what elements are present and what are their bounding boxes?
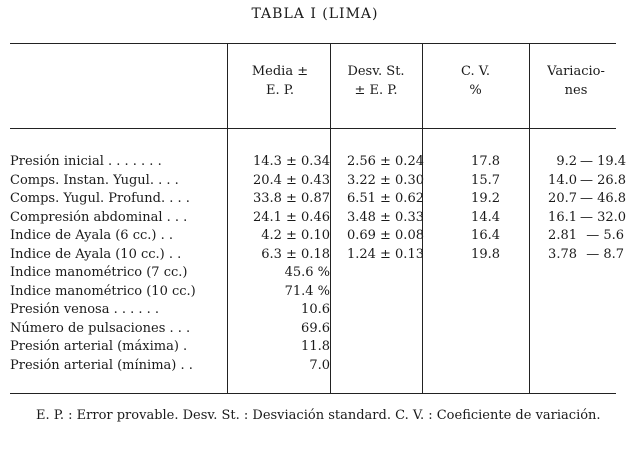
cell-media: 11.8 [301, 339, 330, 354]
table-title: TABLA I (LIMA) [251, 6, 379, 22]
cell-desv: 3.48 ± 0.33 [346, 209, 424, 225]
top-rule [10, 43, 616, 44]
header-rule [10, 128, 616, 129]
cell-media: 14.3 ± 0.34 [252, 154, 330, 169]
cell-var-min: 2.81 [548, 228, 577, 243]
cell-var-max: — 46.8 [580, 191, 627, 206]
cell-cv: 15.7 [471, 172, 500, 188]
cell-var-min: 3.78 [548, 246, 577, 262]
cell-desv: 6.51 ± 0.62 [346, 191, 424, 206]
cell-media: 10.6 [301, 302, 330, 317]
cell-label: Indice manométrico (10 cc.) [10, 283, 196, 299]
footnote: E. P. : Error provable. Desv. St. : Desviación standard. C. V. : Coeficiente de variación. [36, 408, 601, 423]
header-variaciones: Variacio- nes [547, 64, 605, 98]
cell-desv: 0.69 ± 0.08 [346, 228, 424, 243]
cell-media: 71.4 % [284, 283, 330, 299]
cell-media: 33.8 ± 0.87 [252, 191, 330, 206]
cell-label: Presión venosa . . . . . . [10, 302, 160, 317]
cell-media: 4.2 ± 0.10 [261, 228, 330, 243]
cell-media: 20.4 ± 0.43 [252, 172, 330, 188]
cell-var-max: — 5.6 [586, 228, 624, 243]
cell-label: Presión arterial (mínima) . . [10, 357, 193, 373]
cell-label: Presión arterial (máxima) . [10, 339, 188, 354]
cell-desv: 2.56 ± 0.24 [346, 154, 424, 169]
cell-label: Comps. Instan. Yugul. . . . [10, 172, 179, 188]
cell-desv: 3.22 ± 0.30 [346, 172, 424, 188]
header-media: Media ± E. P. [251, 64, 309, 98]
cell-label: Indice manométrico (7 cc.) [10, 265, 188, 280]
cell-var-min: 9.2 [556, 154, 577, 169]
bottom-rule [10, 393, 616, 394]
cell-var-min: 14.0 [548, 172, 577, 188]
cell-media: 6.3 ± 0.18 [261, 246, 330, 262]
cell-label: Comps. Yugul. Profund. . . . [10, 191, 190, 206]
cell-var-min: 16.1 [548, 209, 577, 225]
cell-var-max: — 8.7 [586, 246, 624, 262]
cell-cv: 19.8 [471, 246, 500, 262]
cell-var-min: 20.7 [548, 191, 577, 206]
cell-label: Indice de Ayala (6 cc.) . . [10, 228, 174, 243]
cell-label: Número de pulsaciones . . . [10, 320, 191, 336]
cell-label: Compresión abdominal . . . [10, 209, 188, 225]
cell-var-max: — 32.0 [580, 209, 627, 225]
cell-cv: 19.2 [471, 191, 500, 206]
cell-cv: 17.8 [471, 154, 500, 169]
cell-media: 69.6 [301, 320, 330, 336]
cell-desv: 1.24 ± 0.13 [346, 246, 424, 262]
cell-label: Presión inicial . . . . . . . [10, 154, 162, 169]
header-cv: C. V. % [461, 64, 490, 98]
cell-media: 24.1 ± 0.46 [252, 209, 330, 225]
cell-cv: 14.4 [471, 209, 500, 225]
cell-var-max: — 19.4 [580, 154, 627, 169]
cell-media: 45.6 % [284, 265, 330, 280]
cell-media: 7.0 [309, 357, 330, 373]
header-desv: Desv. St. ± E. P. [347, 64, 405, 98]
cell-var-max: — 26.8 [580, 172, 627, 188]
cell-label: Indice de Ayala (10 cc.) . . [10, 246, 182, 262]
cell-cv: 16.4 [471, 228, 500, 243]
